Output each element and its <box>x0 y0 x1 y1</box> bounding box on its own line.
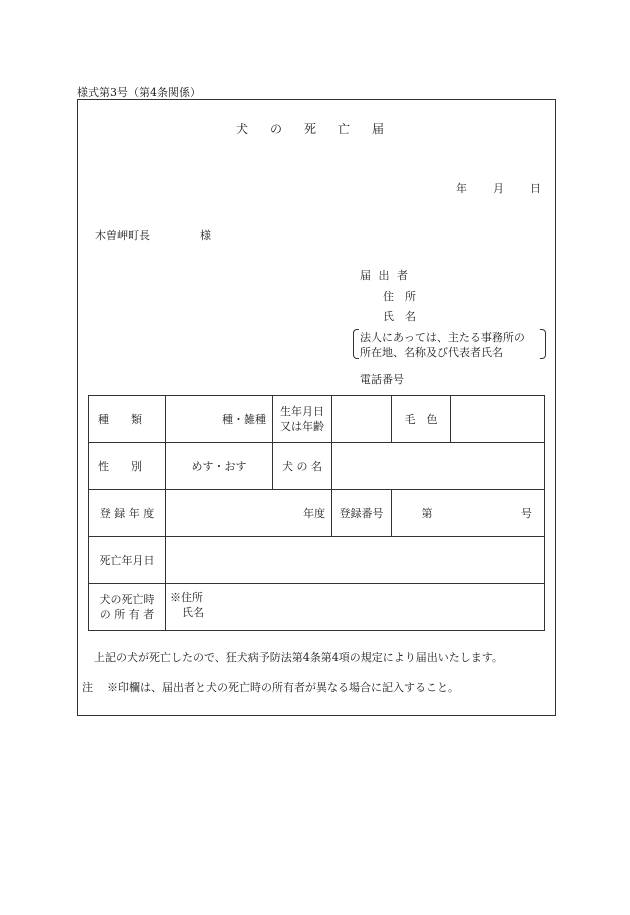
reg-no-prefix: 第 <box>421 507 433 520</box>
title-char: 届 <box>372 122 385 136</box>
sex-label: 性 別 <box>98 460 142 473</box>
reg-no-value[interactable] <box>392 490 545 537</box>
title-char: の <box>270 122 283 136</box>
reg-year-label: 登 録 年 度 <box>89 490 166 537</box>
table-row <box>89 396 545 443</box>
dog-info-table <box>88 395 545 631</box>
kind-label: 種 類 <box>98 413 142 426</box>
birth-value[interactable] <box>332 396 392 443</box>
table-row <box>89 537 545 584</box>
dog-name-label: 犬 の 名 <box>273 443 332 490</box>
coat-label: 毛 色 <box>392 396 451 443</box>
reg-year-value[interactable]: 年度 <box>166 490 332 537</box>
title-char: 亡 <box>338 122 351 136</box>
death-date-label: 死亡年月日 <box>89 537 166 584</box>
kind-value[interactable]: 種・雑種 <box>166 396 273 443</box>
applicant-heading: 届 出 者 <box>360 269 408 282</box>
kind-label-cell <box>89 396 166 443</box>
dog-name-value[interactable] <box>332 443 545 490</box>
bracket-right <box>540 329 546 359</box>
note-prefix: 注 <box>82 681 93 694</box>
table-row <box>89 584 545 631</box>
title-char: 死 <box>304 122 317 136</box>
reg-no-suffix: 号 <box>521 507 532 520</box>
date-day: 日 <box>530 182 541 195</box>
title-char: 犬 <box>236 122 249 136</box>
applicant-name-label: 氏 名 <box>383 310 416 323</box>
corp-note-line2: 所在地、名称及び代表者氏名 <box>360 346 503 359</box>
reg-no-label: 登録番号 <box>332 490 392 537</box>
owner-label-line2: の 所 有 者 <box>99 608 155 621</box>
note-text: ※印欄は、届出者と犬の死亡時の所有者が異なる場合に記入すること。 <box>107 681 459 694</box>
sex-value[interactable]: めす・おす <box>166 443 273 490</box>
form-number-label: 様式第3号（第4条関係） <box>77 86 201 99</box>
owner-label-cell <box>89 584 166 631</box>
applicant-address-label: 住 所 <box>383 290 416 303</box>
birth-label-line1: 生年月日 <box>280 405 324 418</box>
birth-label-line2: 又は年齢 <box>280 420 324 433</box>
owner-name-label: 氏名 <box>182 606 204 619</box>
owner-address-label: ※住所 <box>170 591 203 604</box>
owner-value[interactable] <box>166 584 545 631</box>
owner-label-line1: 犬の死亡時 <box>99 593 155 606</box>
table-row <box>89 443 545 490</box>
coat-value[interactable] <box>451 396 545 443</box>
corp-note-line1: 法人にあっては、主たる事務所の <box>360 331 525 344</box>
bracket-left <box>353 329 359 359</box>
form-title <box>236 120 406 137</box>
birth-label-cell <box>273 396 332 443</box>
death-date-value[interactable] <box>166 537 545 584</box>
date-year: 年 <box>456 182 467 195</box>
sex-label-cell <box>89 443 166 490</box>
table-row <box>89 490 545 537</box>
phone-label: 電話番号 <box>360 373 404 386</box>
date-month: 月 <box>493 182 504 195</box>
note <box>82 679 459 695</box>
addressee-suffix: 様 <box>200 229 211 242</box>
addressee: 木曽岬町長 <box>95 229 150 242</box>
statement: 上記の犬が死亡したので、狂犬病予防法第4条第4項の規定により届出いたします。 <box>94 651 503 664</box>
